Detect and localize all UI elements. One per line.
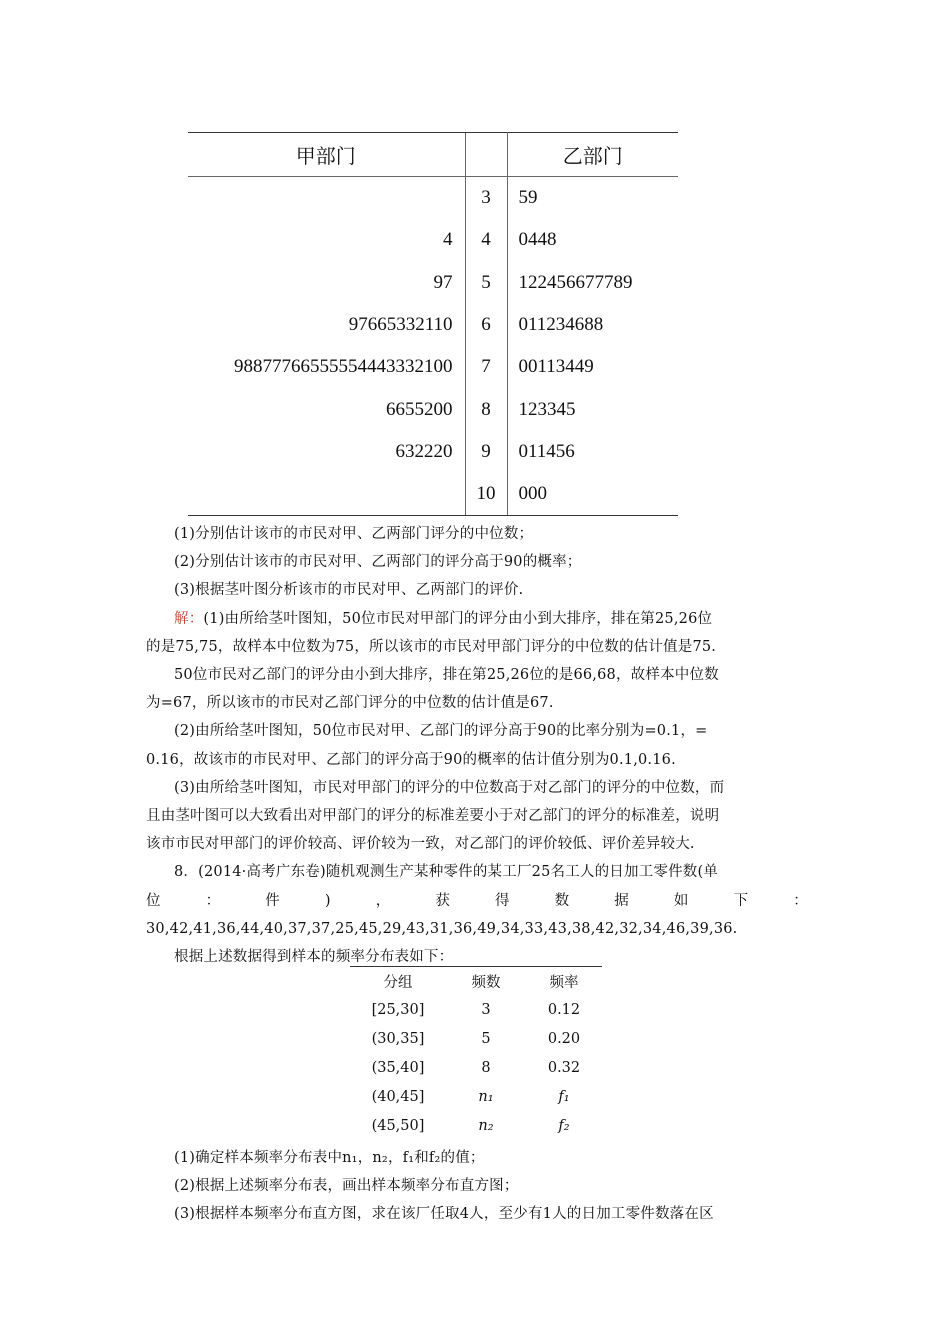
count-cell: 5 [481, 1030, 491, 1047]
question-7-2: (2)分别估计该市的市民对甲、乙两部门的评分高于90的概率； [174, 554, 582, 571]
frequency-table [350, 966, 602, 1141]
group-cell: (35,40] [371, 1059, 425, 1076]
frequency-cell: 0.20 [547, 1030, 581, 1047]
text-fragment: ： [205, 892, 221, 909]
solution-paragraph-1 [146, 605, 808, 633]
problem-8-intro: 根据上述数据得到样本的频率分布表如下： [174, 949, 454, 966]
stem-leaf-table [188, 132, 678, 516]
frequency-header-row [350, 967, 602, 996]
stem-leaf-row [188, 431, 678, 473]
stem: 3 [465, 177, 507, 220]
text-fragment: ： [793, 892, 808, 909]
text-fragment: 据 [614, 892, 629, 909]
table-row [350, 995, 602, 1024]
problem7-text-block [146, 520, 808, 971]
question-7-1: (1)分别估计该市的市民对甲、乙两部门评分的中位数； [174, 526, 534, 542]
leaf-a: 97665332110 [348, 314, 453, 336]
text-fragment: 如 [673, 892, 689, 909]
text-fragment: 数 [554, 892, 570, 909]
header-department-b: 乙部门 [507, 133, 678, 177]
solution-label: 解： [174, 610, 204, 627]
leaf-b: 0448 [518, 229, 557, 251]
text-fragment: 位 [146, 892, 161, 909]
leaf-a: 4 [443, 229, 453, 251]
text-fragment: ) [324, 892, 331, 909]
frequency-cell: 0.12 [547, 1001, 581, 1018]
question-8-1: (1)确定样本频率分布表中n₁，n₂，f₁和f₂的值； [174, 1150, 485, 1166]
table-row [350, 1083, 602, 1112]
group-cell: [25,30] [371, 1001, 425, 1018]
stem: 4 [465, 219, 507, 261]
leaf-b: 011234688 [518, 314, 604, 336]
leaf-a [188, 177, 465, 220]
stem-leaf-header-row [188, 133, 678, 177]
problem-8-stem: 8．(2014·高考广东卷)随机观测生产某种零件的某工厂25名工人的日加工零件数(单 [174, 864, 719, 881]
solution-paragraph-3-cont: 0.16，故该市的市民对甲、乙部门的评分高于90的概率的估计值分别为0.1,0.16. [146, 751, 676, 768]
leaf-a: 98877766555554443332100 [234, 356, 453, 378]
stem-leaf-row [188, 346, 678, 388]
table-row [350, 1112, 602, 1141]
text-fragment: 下 [733, 892, 749, 909]
stem-leaf-row [188, 473, 678, 516]
solution-text: (1)由所给茎叶图知，50位市民对甲部门的评分由小到大排序，排在第25,26位 [203, 610, 713, 627]
stem-leaf-row [188, 262, 678, 304]
header-count: 频数 [446, 967, 526, 996]
group-cell: (45,50] [371, 1118, 425, 1135]
frequency-cell: f₂ [558, 1118, 570, 1135]
solution-paragraph-3: (2)由所给茎叶图知，50位市民对甲、乙部门的评分高于90的比率分别为=0.1，= [174, 723, 708, 740]
group-cell: (30,35] [371, 1030, 425, 1047]
stem: 8 [465, 388, 507, 430]
frequency-cell: 0.32 [547, 1059, 581, 1076]
leaf-a: 97 [433, 271, 453, 293]
stem: 10 [465, 473, 507, 516]
text-fragment: 获 [435, 892, 451, 909]
group-cell: (40,45] [371, 1089, 425, 1106]
problem8-questions [146, 1144, 808, 1229]
text-fragment: ， [375, 892, 391, 909]
leaf-a [188, 473, 465, 516]
stem-leaf-row [188, 177, 678, 220]
leaf-a: 6655200 [386, 398, 453, 420]
count-cell: 3 [481, 1001, 491, 1018]
header-department-a: 甲部门 [188, 133, 465, 177]
header-group: 分组 [350, 967, 446, 996]
solution-paragraph-4-cont: 且由茎叶图可以大致看出对甲部门的评分的标准差要小于对乙部门的评分的标准差，说明 [146, 808, 720, 825]
count-cell: n₂ [478, 1118, 494, 1135]
leaf-b: 011456 [518, 440, 575, 462]
table-row [350, 1053, 602, 1082]
leaf-b: 59 [518, 187, 538, 209]
leaf-b: 000 [507, 473, 678, 516]
question-8-3: (3)根据样本频率分布直方图，求在该厂任取4人，至少有1人的日加工零件数落在区 [174, 1206, 714, 1223]
stem: 9 [465, 431, 507, 473]
leaf-b: 122456677789 [518, 271, 633, 293]
stem: 6 [465, 304, 507, 346]
text-fragment: 得 [495, 892, 510, 909]
header-frequency: 频率 [526, 967, 602, 996]
stem: 5 [465, 262, 507, 304]
header-stem [465, 133, 507, 177]
stem-leaf-row [188, 304, 678, 346]
leaf-b: 123345 [518, 398, 576, 420]
stem: 7 [465, 346, 507, 388]
problem-8-stem-cont [146, 887, 808, 915]
question-8-2: (2)根据上述频率分布表，画出样本频率分布直方图； [174, 1178, 519, 1195]
table-row [350, 1024, 602, 1053]
solution-paragraph-4-cont2: 该市市民对甲部门的评价较高、评价较为一致，对乙部门的评价较低、评价差异较大. [146, 836, 695, 853]
stem-leaf-row [188, 219, 678, 261]
leaf-b: 00113449 [518, 356, 594, 378]
solution-paragraph-2: 50位市民对乙部门的评分由小到大排序，排在第25,26位的是66,68，故样本中位数 [174, 667, 719, 684]
solution-paragraph-2-cont: 为=67，所以该市的市民对乙部门评分的中位数的估计值是67. [146, 695, 554, 712]
stem-leaf-row [188, 388, 678, 430]
count-cell: n₁ [478, 1089, 494, 1106]
problem-8-data: 30,42,41,36,44,40,37,37,25,45,29,43,31,36,49,34,33,43,38,42,32,34,46,39,36. [146, 920, 738, 937]
count-cell: 8 [481, 1059, 491, 1076]
question-7-3: (3)根据茎叶图分析该市的市民对甲、乙两部门的评价. [174, 582, 524, 599]
solution-paragraph-1-cont: 的是75,75，故样本中位数为75，所以该市的市民对甲部门评分的中位数的估计值是75. [146, 638, 717, 655]
text-fragment: 件 [265, 892, 280, 909]
solution-paragraph-4: (3)由所给茎叶图知，市民对甲部门的评分的中位数高于对乙部门的评分的中位数，而 [174, 779, 725, 796]
leaf-a: 632220 [395, 440, 453, 462]
frequency-cell: f₁ [558, 1089, 570, 1106]
